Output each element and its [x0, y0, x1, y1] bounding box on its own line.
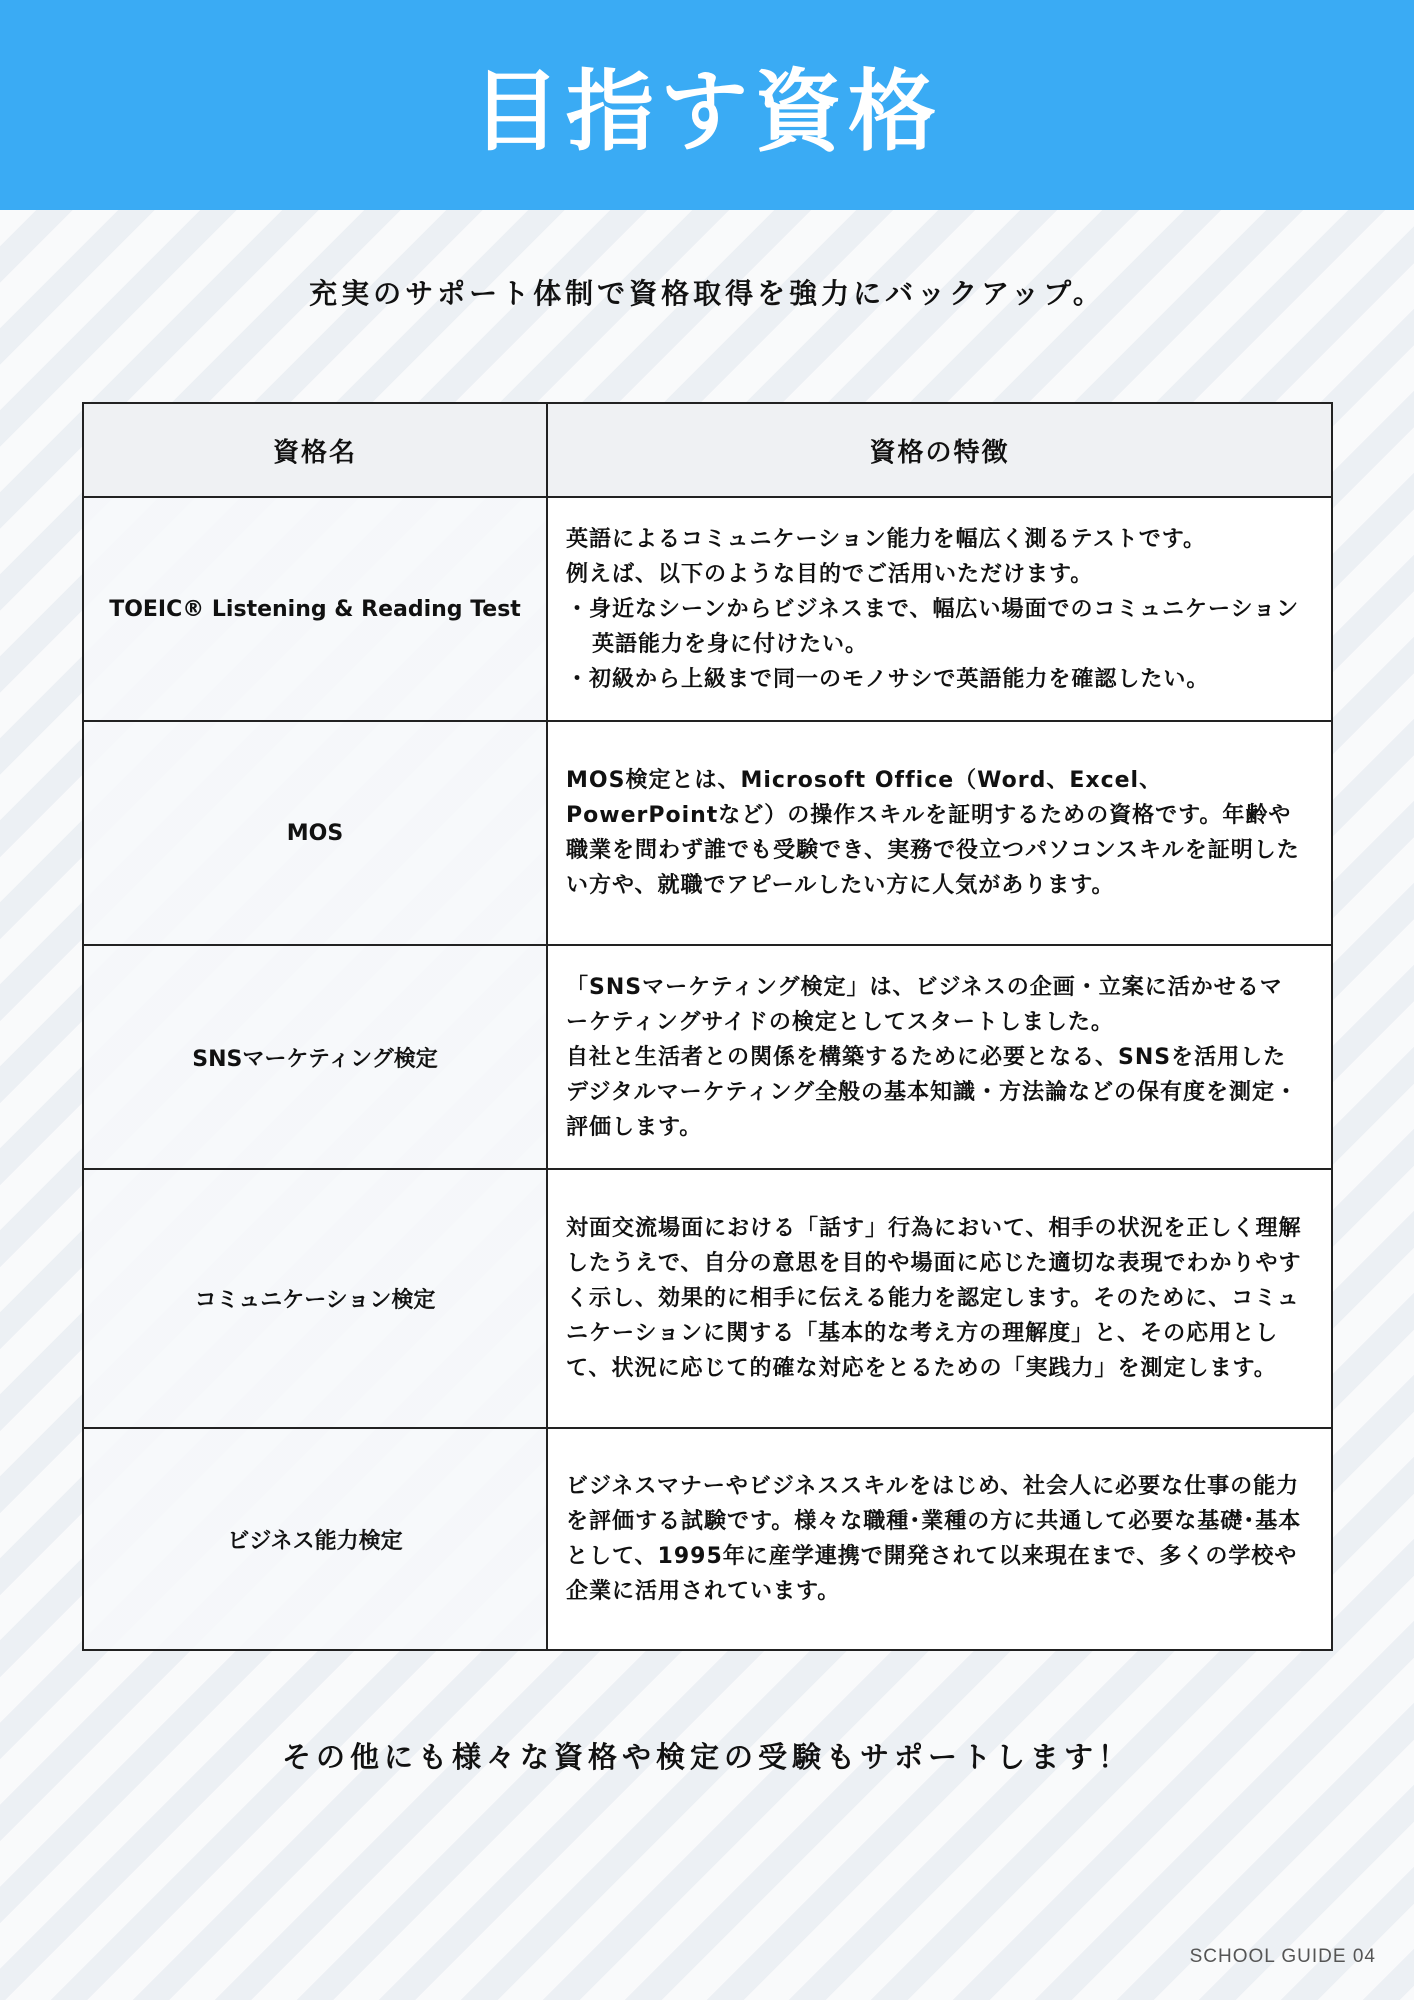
- page-title: 目指す資格: [471, 60, 942, 163]
- qualification-name: TOEIC® Listening & Reading Test: [83, 497, 547, 721]
- table-row: [83, 1169, 1332, 1428]
- description-line: 対面交流場面における「話す」行為において、相手の状況を正しく理解したうえで、自分の意思を目的や場面に応じた適切な表現でわかりやすく示し、効果的に相手に伝える能力を認定します。そのために、コミュニケーションに関する「基本的な考え方の理解度」と、その応用として、状況に応じて的確な対応をとるための「実践力」を測定します。: [566, 1216, 1302, 1381]
- title-banner: [0, 0, 1414, 210]
- table-row: [83, 721, 1332, 945]
- table-row: [83, 1428, 1332, 1650]
- description-line: 自社と生活者との関係を構築するために必要となる、SNSを活用したデジタルマーケティング全般の基本知識・方法論などの保有度を測定・評価します。: [566, 1044, 1299, 1140]
- qualification-description: [547, 497, 1332, 721]
- column-header-name: 資格名: [83, 403, 547, 497]
- table-row: [83, 945, 1332, 1169]
- qualification-name: コミュニケーション検定: [83, 1169, 547, 1428]
- qualification-description: [547, 721, 1332, 945]
- description-line: 英語によるコミュニケーション能力を幅広く測るテストです。: [566, 526, 1207, 552]
- qualification-name: MOS: [83, 721, 547, 945]
- description-line: 例えば、以下のような目的でご活用いただけます。: [566, 561, 1094, 587]
- description-bullet: ・身近なシーンからビジネスまで、幅広い場面でのコミュニケーション英語能力を身に付けたい。: [566, 596, 1300, 657]
- qualification-description: [547, 1428, 1332, 1650]
- intro-text: 充実のサポート体制で資格取得を強力にバックアップ。: [309, 277, 1105, 310]
- qualification-name: SNSマーケティング検定: [83, 945, 547, 1169]
- description-line: MOS検定とは、Microsoft Office（Word、Excel、PowerPointなど）の操作スキルを証明するための資格です。年齢や職業を問わず誰でも受験でき、実務で役立つパソコンスキルを証明したい方や、就職でアピールしたい方に人気があります。: [566, 768, 1300, 898]
- qualification-description: [547, 1169, 1332, 1428]
- table-header-row: [83, 403, 1332, 497]
- page-label: SCHOOL GUIDE 04: [1189, 1946, 1376, 1967]
- support-note: その他にも様々な資格や検定の受験もサポートします！: [281, 1740, 1132, 1774]
- description-line: ビジネスマナーやビジネススキルをはじめ、社会人に必要な仕事の能力を評価する試験です。様々な職種･業種の方に共通して必要な基礎･基本として、1995年に産学連携で開発されて以来現在まで、多くの学校や企業に活用されています。: [566, 1474, 1302, 1604]
- table-row: [83, 497, 1332, 721]
- description-bullet: ・初級から上級まで同一のモノサシで英語能力を確認したい。: [566, 666, 1210, 692]
- qualification-name: ビジネス能力検定: [83, 1428, 547, 1650]
- qualification-description: [547, 945, 1332, 1169]
- description-line: 「SNSマーケティング検定」は、ビジネスの企画・立案に活かせるマーケティングサイドの検定としてスタートしました。: [566, 974, 1283, 1035]
- column-header-feature: 資格の特徴: [547, 403, 1332, 497]
- qualification-table: [82, 402, 1333, 1651]
